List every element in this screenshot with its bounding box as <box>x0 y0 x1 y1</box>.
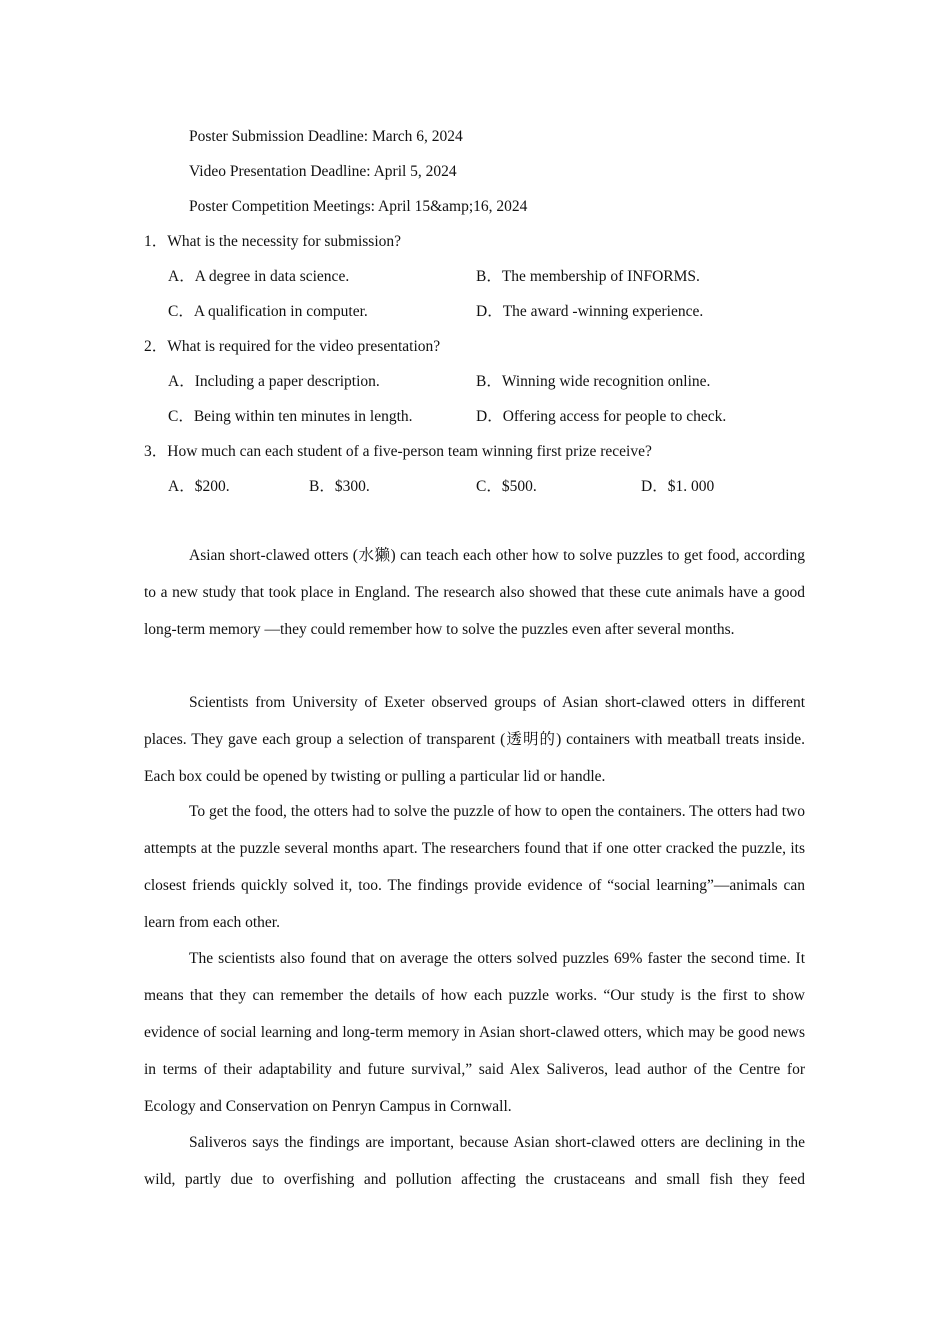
option-text: Being within ten minutes in length. <box>193 408 413 425</box>
deadline-poster-meetings: Poster Competition Meetings: April 15&amp;16, 2024 <box>189 198 528 215</box>
question-text: What is the necessity for submission? <box>167 233 402 250</box>
option-text: A qualification in computer. <box>193 303 368 320</box>
option-label: D． <box>641 478 668 495</box>
option-label: A． <box>168 478 195 495</box>
question-text: How much can each student of a five-person team winning first prize receive? <box>167 443 652 460</box>
option-label: D． <box>476 303 503 320</box>
option-1c <box>168 302 368 322</box>
passage-paragraph-4: The scientists also found that on average the otters solved puzzles 69% faster the second time. It means that they can remember the details of how each puzzle works. “Our study is the first to show evidence of social learning and long-term memory in Asian short-clawed otters, which may be good news in terms of their adaptability and future survival,” said Alex Saliveros, lead author of the Centre for Ecology and Conservation on Penryn Campus in Cornwall. <box>144 950 805 1115</box>
option-text: The award -winning experience. <box>502 303 704 320</box>
option-label: C． <box>476 478 502 495</box>
deadline-video-presentation: Video Presentation Deadline: April 5, 2024 <box>189 163 457 180</box>
question-number: 2． <box>144 338 168 355</box>
question-number: 3． <box>144 443 168 460</box>
option-2a <box>168 372 380 392</box>
option-1d <box>476 302 703 322</box>
option-text: $1. 000 <box>667 478 715 495</box>
option-label: B． <box>476 268 502 285</box>
passage-paragraph-3: To get the food, the otters had to solve the puzzle of how to open the containers. The otters had two attempts at the puzzle several months apart. The researchers found that if one otter cracked the puzzle, its closest friends quickly solved it, too. The findings provide evidence of “social learning”—animals can learn from each other. <box>144 803 805 931</box>
option-2c <box>168 407 413 427</box>
option-label: D． <box>476 408 503 425</box>
option-label: B． <box>309 478 335 495</box>
option-label: A． <box>168 373 195 390</box>
option-1a <box>168 267 349 287</box>
question-2 <box>144 337 440 357</box>
option-3c <box>476 477 537 497</box>
option-text: $300. <box>334 478 370 495</box>
option-label: B． <box>476 373 502 390</box>
passage-paragraph-1: Asian short-clawed otters (水獭) can teach each other how to solve puzzles to get food, according to a new study that took place in England. The research also showed that these cute animals have a good long-term memory —they could remember how to solve the puzzles even after several months. <box>144 547 805 638</box>
option-text: Winning wide recognition online. <box>501 373 711 390</box>
option-text: $200. <box>194 478 230 495</box>
option-3b <box>309 477 370 497</box>
question-1 <box>144 232 401 252</box>
option-3a <box>168 477 230 497</box>
question-text: What is required for the video presentation? <box>167 338 441 355</box>
option-text: The membership of INFORMS. <box>501 268 700 285</box>
option-label: A． <box>168 268 195 285</box>
question-number: 1． <box>144 233 168 250</box>
option-text: $500. <box>501 478 537 495</box>
passage-paragraph-5: Saliveros says the findings are important, because Asian short-clawed otters are declining in the wild, partly due to overfishing and pollution affecting the crustaceans and small fish they feed <box>144 1134 805 1188</box>
option-label: C． <box>168 408 194 425</box>
option-label: C． <box>168 303 194 320</box>
option-2d <box>476 407 726 427</box>
option-text: Offering access for people to check. <box>502 408 727 425</box>
question-3 <box>144 442 652 462</box>
passage-paragraph-2: Scientists from University of Exeter observed groups of Asian short-clawed otters in different places. They gave each group a selection of transparent (透明的) containers with meatball treats inside. Each box could be opened by twisting or pulling a particular lid or handle. <box>144 694 805 785</box>
deadline-poster-submission: Poster Submission Deadline: March 6, 2024 <box>189 128 463 145</box>
option-3d <box>641 477 714 497</box>
option-2b <box>476 372 710 392</box>
option-text: Including a paper description. <box>194 373 380 390</box>
option-1b <box>476 267 700 287</box>
option-text: A degree in data science. <box>194 268 350 285</box>
